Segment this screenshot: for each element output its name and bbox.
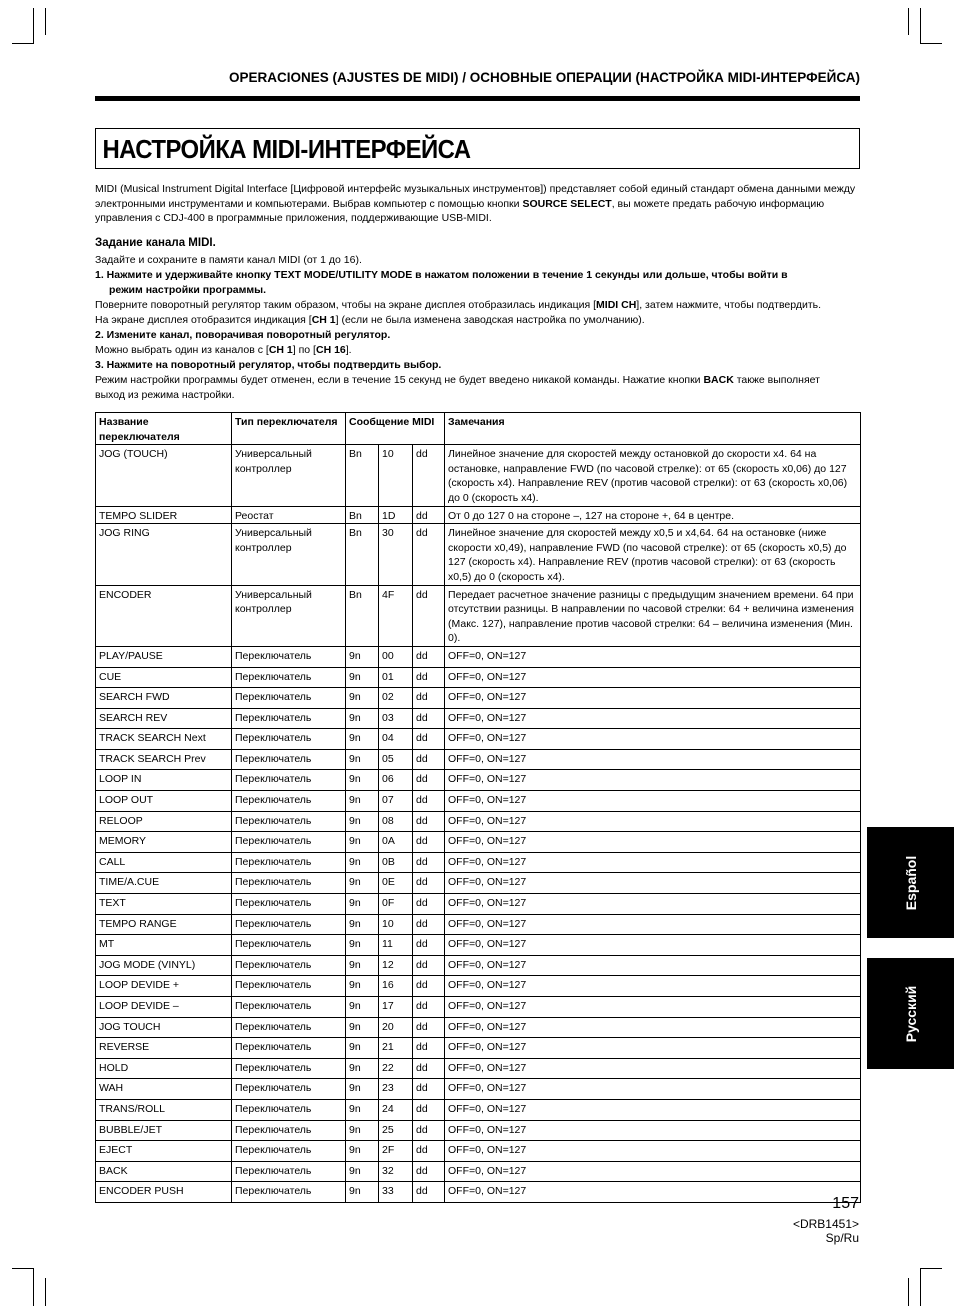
table-cell-name: TEXT bbox=[96, 894, 232, 915]
lang-line: Sp/Ru bbox=[825, 1231, 859, 1245]
table-cell-note: Линейное значение для скоростей между остановкой до скорости x4. 64 на остановке, направление FWD (по часовой стрелке): от 65 (скорость x0,06) до 127 (скорость x4). Направление REV (против часовой стрелки): от 63 (скорость x0,06) до 0 (скорость x4). bbox=[445, 445, 861, 506]
table-cell-m2: 17 bbox=[379, 997, 413, 1018]
table-row bbox=[96, 708, 861, 729]
table-cell-name: RELOOP bbox=[96, 811, 232, 832]
table-cell-name: CUE bbox=[96, 667, 232, 688]
crop-mark bbox=[920, 43, 942, 44]
table-cell-m3: dd bbox=[413, 729, 445, 750]
crop-mark bbox=[908, 8, 909, 35]
table-cell-m1: 9n bbox=[346, 1120, 379, 1141]
intro-text: MIDI (Musical Instrument Digital Interface [Цифровой интерфейс музыкальных инструментов]) представляет собой единый стандарт обмена данными между электронными инструментами и компьютерами. Выбрав компьютер с помощью кнопки bbox=[95, 183, 856, 210]
table-cell-name: TRACK SEARCH Next bbox=[96, 729, 232, 750]
table-cell-m3: dd bbox=[413, 1038, 445, 1059]
table-cell-name: LOOP DEVIDE – bbox=[96, 997, 232, 1018]
table-cell-note: OFF=0, ON=127 bbox=[445, 1141, 861, 1162]
table-row bbox=[96, 1058, 861, 1079]
table-cell-type: Переключатель bbox=[232, 729, 346, 750]
tab-label: Español bbox=[902, 855, 919, 910]
table-cell-m2: 08 bbox=[379, 811, 413, 832]
table-cell-note: OFF=0, ON=127 bbox=[445, 1058, 861, 1079]
table-cell-m1: 9n bbox=[346, 1058, 379, 1079]
table-cell-m1: 9n bbox=[346, 688, 379, 709]
table-cell-name: SEARCH REV bbox=[96, 708, 232, 729]
table-cell-type: Универсальный контроллер bbox=[232, 445, 346, 506]
table-cell-m1: Bn bbox=[346, 506, 379, 524]
table-cell-m2: 11 bbox=[379, 935, 413, 956]
table-cell-m1: 9n bbox=[346, 811, 379, 832]
table-cell-m1: 9n bbox=[346, 894, 379, 915]
table-cell-name: JOG MODE (VINYL) bbox=[96, 955, 232, 976]
table-cell-m1: 9n bbox=[346, 749, 379, 770]
table-cell-name: LOOP DEVIDE + bbox=[96, 976, 232, 997]
table-cell-type: Переключатель bbox=[232, 770, 346, 791]
step-2-detail bbox=[95, 343, 860, 358]
crop-mark bbox=[45, 1278, 46, 1306]
table-cell-m3: dd bbox=[413, 935, 445, 956]
crop-mark bbox=[12, 1268, 34, 1269]
table-cell-type: Переключатель bbox=[232, 955, 346, 976]
table-row bbox=[96, 1141, 861, 1162]
table-cell-type: Переключатель bbox=[232, 1182, 346, 1203]
table-cell-m3: dd bbox=[413, 1058, 445, 1079]
table-cell-m3: dd bbox=[413, 1161, 445, 1182]
table-cell-m3: dd bbox=[413, 976, 445, 997]
table-cell-note: OFF=0, ON=127 bbox=[445, 873, 861, 894]
table-row bbox=[96, 914, 861, 935]
tab-label: Русский bbox=[902, 985, 919, 1042]
detail-bold: CH 16 bbox=[315, 344, 346, 356]
crop-mark bbox=[33, 8, 34, 43]
table-cell-type: Переключатель bbox=[232, 1038, 346, 1059]
table-cell-m3: dd bbox=[413, 688, 445, 709]
table-cell-m2: 02 bbox=[379, 688, 413, 709]
table-cell-m3: dd bbox=[413, 524, 445, 585]
table-row bbox=[96, 873, 861, 894]
table-cell-m2: 12 bbox=[379, 955, 413, 976]
table-cell-m1: 9n bbox=[346, 873, 379, 894]
table-cell-m2: 06 bbox=[379, 770, 413, 791]
table-cell-m1: 9n bbox=[346, 1161, 379, 1182]
table-cell-m3: dd bbox=[413, 914, 445, 935]
table-cell-m1: 9n bbox=[346, 708, 379, 729]
table-cell-m2: 21 bbox=[379, 1038, 413, 1059]
page-number: 157 bbox=[832, 1195, 859, 1212]
table-cell-type: Переключатель bbox=[232, 708, 346, 729]
tab-espanol bbox=[867, 827, 954, 938]
code-line: <DRB1451> bbox=[792, 1217, 859, 1231]
table-cell-m3: dd bbox=[413, 1099, 445, 1120]
table-row bbox=[96, 852, 861, 873]
table-cell-name: EJECT bbox=[96, 1141, 232, 1162]
table-row bbox=[96, 811, 861, 832]
table-cell-note: OFF=0, ON=127 bbox=[445, 1161, 861, 1182]
step-3-detail bbox=[95, 373, 860, 388]
table-cell-m3: dd bbox=[413, 1120, 445, 1141]
table-cell-note: OFF=0, ON=127 bbox=[445, 1099, 861, 1120]
table-cell-note: Линейное значение для скоростей между x0,5 и x4,64. 64 на остановке (ниже скорости x0,49), направление FWD (по часовой стрелке): от 65 (скорость x0,5) до 127 (скорость x4). Направление REV (против часовой стрелки): от 63 (скорость x0,5) до 0 (скорость x4). bbox=[445, 524, 861, 585]
table-cell-m1: 9n bbox=[346, 935, 379, 956]
table-cell-note: OFF=0, ON=127 bbox=[445, 1182, 861, 1203]
table-cell-note: OFF=0, ON=127 bbox=[445, 832, 861, 853]
table-cell-m2: 10 bbox=[379, 445, 413, 506]
crop-mark bbox=[920, 1268, 942, 1269]
table-cell-name: JOG RING bbox=[96, 524, 232, 585]
midi-table bbox=[95, 412, 861, 1203]
table-row bbox=[96, 791, 861, 812]
table-cell-name: HOLD bbox=[96, 1058, 232, 1079]
table-cell-m2: 23 bbox=[379, 1079, 413, 1100]
table-cell-m2: 16 bbox=[379, 976, 413, 997]
table-cell-name: TIME/A.CUE bbox=[96, 873, 232, 894]
table-cell-name: LOOP OUT bbox=[96, 791, 232, 812]
detail-text: Поверните поворотный регулятор таким образом, чтобы на экране дисплея отобразилась индикация [ bbox=[95, 299, 597, 311]
table-cell-note: OFF=0, ON=127 bbox=[445, 935, 861, 956]
table-cell-m2: 0F bbox=[379, 894, 413, 915]
column-header: Тип переключателя bbox=[232, 413, 346, 445]
detail-text: ]. bbox=[345, 344, 352, 356]
table-cell-m3: dd bbox=[413, 770, 445, 791]
table-cell-name: SEARCH FWD bbox=[96, 688, 232, 709]
crop-mark bbox=[12, 43, 34, 44]
detail-text: На экране дисплея отобразится индикация [ bbox=[95, 314, 312, 326]
table-cell-m1: 9n bbox=[346, 976, 379, 997]
detail-text: ] (если не была изменена заводская настройка по умолчанию). bbox=[335, 314, 645, 326]
table-cell-m1: 9n bbox=[346, 852, 379, 873]
detail-bold: CH 1 bbox=[311, 314, 336, 326]
table-cell-note: OFF=0, ON=127 bbox=[445, 914, 861, 935]
table-cell-m1: 9n bbox=[346, 832, 379, 853]
step-1-cont: режим настройки программы. bbox=[109, 284, 266, 296]
section-title: Задание канала MIDI. bbox=[95, 237, 216, 249]
table-cell-type: Переключатель bbox=[232, 997, 346, 1018]
table-cell-name: TEMPO RANGE bbox=[96, 914, 232, 935]
table-cell-name: JOG TOUCH bbox=[96, 1017, 232, 1038]
running-header: OPERACIONES (AJUSTES DE MIDI) / ОСНОВНЫЕ ОПЕРАЦИИ (НАСТРОЙКА MIDI-ИНТЕРФЕЙСА) bbox=[228, 70, 860, 85]
table-cell-m3: dd bbox=[413, 749, 445, 770]
table-cell-type: Переключатель bbox=[232, 749, 346, 770]
table-cell-name: PLAY/PAUSE bbox=[96, 646, 232, 667]
table-header-row bbox=[96, 413, 861, 445]
table-row bbox=[96, 770, 861, 791]
table-cell-m2: 30 bbox=[379, 524, 413, 585]
table-cell-type: Переключатель bbox=[232, 1099, 346, 1120]
table-cell-m2: 20 bbox=[379, 1017, 413, 1038]
table-cell-type: Переключатель bbox=[232, 646, 346, 667]
table-cell-m3: dd bbox=[413, 997, 445, 1018]
detail-text: Режим настройки программы будет отменен, если в течение 15 секунд не будет введено никакой команды. Нажатие кнопки bbox=[95, 374, 704, 386]
table-cell-note: OFF=0, ON=127 bbox=[445, 729, 861, 750]
table-cell-m1: 9n bbox=[346, 997, 379, 1018]
intro-paragraph bbox=[95, 182, 860, 226]
header-rule bbox=[95, 96, 860, 101]
table-cell-m3: dd bbox=[413, 667, 445, 688]
table-cell-type: Реостат bbox=[232, 506, 346, 524]
table-row bbox=[96, 646, 861, 667]
detail-text: Можно выбрать один из каналов с [ bbox=[95, 344, 269, 356]
detail-bold: MIDI CH bbox=[596, 299, 637, 311]
table-cell-name: ENCODER bbox=[96, 585, 232, 646]
table-row bbox=[96, 832, 861, 853]
table-row bbox=[96, 445, 861, 506]
column-header: Название переключателя bbox=[96, 413, 232, 445]
table-cell-m1: 9n bbox=[346, 729, 379, 750]
table-cell-type: Переключатель bbox=[232, 1017, 346, 1038]
table-cell-name: BACK bbox=[96, 1161, 232, 1182]
crop-mark bbox=[45, 8, 46, 35]
table-cell-m3: dd bbox=[413, 646, 445, 667]
step-1: 1. Нажмите и удерживайте кнопку TEXT MODE/UTILITY MODE в нажатом положении в течение 1 секунды или дольше, чтобы войти в bbox=[95, 269, 788, 281]
table-row bbox=[96, 1182, 861, 1203]
step-3-detail: выход из режима настройки. bbox=[95, 389, 235, 401]
table-cell-type: Переключатель bbox=[232, 811, 346, 832]
table-cell-note: OFF=0, ON=127 bbox=[445, 811, 861, 832]
table-cell-m1: Bn bbox=[346, 524, 379, 585]
table-cell-type: Переключатель bbox=[232, 935, 346, 956]
crop-mark bbox=[920, 8, 921, 43]
table-row bbox=[96, 1079, 861, 1100]
table-cell-type: Переключатель bbox=[232, 688, 346, 709]
table-cell-m3: dd bbox=[413, 708, 445, 729]
table-row bbox=[96, 729, 861, 750]
detail-text: ] по [ bbox=[292, 344, 316, 356]
table-cell-type: Переключатель bbox=[232, 832, 346, 853]
table-cell-name: BUBBLE/JET bbox=[96, 1120, 232, 1141]
step-1-detail bbox=[95, 298, 860, 313]
table-cell-m3: dd bbox=[413, 894, 445, 915]
table-cell-m3: dd bbox=[413, 585, 445, 646]
table-cell-type: Переключатель bbox=[232, 852, 346, 873]
table-cell-note: OFF=0, ON=127 bbox=[445, 646, 861, 667]
table-row bbox=[96, 749, 861, 770]
table-row bbox=[96, 688, 861, 709]
lead-text: Задайте и сохраните в памяти канал MIDI (от 1 до 16). bbox=[95, 254, 362, 266]
table-cell-m1: 9n bbox=[346, 1079, 379, 1100]
table-row bbox=[96, 976, 861, 997]
table-cell-m3: dd bbox=[413, 1017, 445, 1038]
detail-text: также выполняет bbox=[733, 374, 820, 386]
table-cell-m1: 9n bbox=[346, 667, 379, 688]
table-cell-note: OFF=0, ON=127 bbox=[445, 688, 861, 709]
table-cell-name: ENCODER PUSH bbox=[96, 1182, 232, 1203]
table-cell-m3: dd bbox=[413, 873, 445, 894]
intro-text: , вы можете предать рабочую информацию управления с CDJ-400 в программные приложения, поддерживающие USB-MIDI. bbox=[95, 197, 825, 224]
table-cell-m2: 24 bbox=[379, 1099, 413, 1120]
table-cell-note: OFF=0, ON=127 bbox=[445, 894, 861, 915]
table-cell-m2: 07 bbox=[379, 791, 413, 812]
table-cell-name: MT bbox=[96, 935, 232, 956]
table-cell-m1: 9n bbox=[346, 1182, 379, 1203]
table-cell-type: Переключатель bbox=[232, 1120, 346, 1141]
table-cell-m3: dd bbox=[413, 1079, 445, 1100]
page-title: НАСТРОЙКА MIDI-ИНТЕРФЕЙСА bbox=[102, 134, 471, 164]
intro-bold: SOURCE SELECT bbox=[522, 197, 612, 210]
table-cell-m1: Bn bbox=[346, 445, 379, 506]
detail-bold: BACK bbox=[703, 374, 734, 386]
table-cell-m1: 9n bbox=[346, 955, 379, 976]
table-row bbox=[96, 1120, 861, 1141]
table-cell-note: OFF=0, ON=127 bbox=[445, 749, 861, 770]
table-cell-m1: 9n bbox=[346, 791, 379, 812]
table-cell-name: TRACK SEARCH Prev bbox=[96, 749, 232, 770]
table-cell-m2: 10 bbox=[379, 914, 413, 935]
table-cell-m3: dd bbox=[413, 1141, 445, 1162]
table-row bbox=[96, 955, 861, 976]
table-cell-type: Переключатель bbox=[232, 894, 346, 915]
table-row bbox=[96, 1038, 861, 1059]
table-cell-m3: dd bbox=[413, 791, 445, 812]
detail-bold: CH 1 bbox=[268, 344, 293, 356]
table-row bbox=[96, 997, 861, 1018]
table-cell-m1: 9n bbox=[346, 770, 379, 791]
table-cell-type: Универсальный контроллер bbox=[232, 524, 346, 585]
table-cell-type: Переключатель bbox=[232, 914, 346, 935]
table-row bbox=[96, 585, 861, 646]
table-cell-m1: 9n bbox=[346, 1038, 379, 1059]
table-cell-m2: 01 bbox=[379, 667, 413, 688]
table-cell-m2: 25 bbox=[379, 1120, 413, 1141]
table-cell-m3: dd bbox=[413, 445, 445, 506]
table-cell-m2: 04 bbox=[379, 729, 413, 750]
table-cell-m2: 0E bbox=[379, 873, 413, 894]
column-header: Замечания bbox=[445, 413, 861, 445]
table-cell-name: CALL bbox=[96, 852, 232, 873]
table-cell-note: OFF=0, ON=127 bbox=[445, 852, 861, 873]
table-cell-name: TRANS/ROLL bbox=[96, 1099, 232, 1120]
tab-russian bbox=[867, 958, 954, 1069]
table-cell-name: TEMPO SLIDER bbox=[96, 506, 232, 524]
table-cell-m2: 2F bbox=[379, 1141, 413, 1162]
table-cell-m1: 9n bbox=[346, 1141, 379, 1162]
table-cell-name: MEMORY bbox=[96, 832, 232, 853]
crop-mark bbox=[33, 1268, 34, 1306]
crop-mark bbox=[908, 1278, 909, 1306]
table-row bbox=[96, 935, 861, 956]
table-cell-type: Переключатель bbox=[232, 1141, 346, 1162]
table-cell-m2: 0A bbox=[379, 832, 413, 853]
table-cell-type: Переключатель bbox=[232, 1058, 346, 1079]
table-row bbox=[96, 1017, 861, 1038]
table-cell-type: Переключатель bbox=[232, 873, 346, 894]
table-cell-m3: dd bbox=[413, 832, 445, 853]
table-cell-m2: 00 bbox=[379, 646, 413, 667]
table-cell-type: Переключатель bbox=[232, 1079, 346, 1100]
title-box bbox=[95, 128, 860, 169]
instructions bbox=[95, 253, 860, 403]
table-cell-note: OFF=0, ON=127 bbox=[445, 955, 861, 976]
detail-text: ], затем нажмите, чтобы подтвердить. bbox=[636, 299, 822, 311]
table-cell-m2: 32 bbox=[379, 1161, 413, 1182]
table-cell-note: OFF=0, ON=127 bbox=[445, 997, 861, 1018]
table-body bbox=[96, 445, 861, 1203]
table-row bbox=[96, 667, 861, 688]
table-cell-m1: 9n bbox=[346, 1099, 379, 1120]
table-cell-m3: dd bbox=[413, 955, 445, 976]
table-row bbox=[96, 506, 861, 524]
table-cell-m3: dd bbox=[413, 1182, 445, 1203]
table-cell-note: OFF=0, ON=127 bbox=[445, 1079, 861, 1100]
table-cell-note: OFF=0, ON=127 bbox=[445, 667, 861, 688]
step-2: 2. Измените канал, поворачивая поворотный регулятор. bbox=[95, 329, 391, 341]
table-cell-m2: 03 bbox=[379, 708, 413, 729]
table-cell-m1: Bn bbox=[346, 585, 379, 646]
table-cell-type: Универсальный контроллер bbox=[232, 585, 346, 646]
table-cell-note: OFF=0, ON=127 bbox=[445, 770, 861, 791]
table-cell-type: Переключатель bbox=[232, 1161, 346, 1182]
table-row bbox=[96, 1161, 861, 1182]
table-cell-note: OFF=0, ON=127 bbox=[445, 1038, 861, 1059]
step-1-detail bbox=[95, 313, 860, 328]
table-cell-note: OFF=0, ON=127 bbox=[445, 791, 861, 812]
table-cell-m2: 05 bbox=[379, 749, 413, 770]
table-cell-m3: dd bbox=[413, 811, 445, 832]
table-cell-name: LOOP IN bbox=[96, 770, 232, 791]
column-header: Сообщение MIDI bbox=[346, 413, 445, 445]
table-cell-m3: dd bbox=[413, 852, 445, 873]
table-row bbox=[96, 524, 861, 585]
table-cell-m3: dd bbox=[413, 506, 445, 524]
table-cell-note: OFF=0, ON=127 bbox=[445, 1017, 861, 1038]
table-cell-note: Передает расчетное значение разницы с предыдущим значением времени. 64 при отсутствии разницы. В направлении по часовой стрелки: 64 + величина изменения (Макс. 127), направление против часовой стрелки: 64 – величина изменения (Мин. 0). bbox=[445, 585, 861, 646]
table-cell-note: OFF=0, ON=127 bbox=[445, 976, 861, 997]
table-cell-m2: 33 bbox=[379, 1182, 413, 1203]
table-cell-name: REVERSE bbox=[96, 1038, 232, 1059]
table-cell-name: JOG (TOUCH) bbox=[96, 445, 232, 506]
document-code bbox=[793, 1217, 859, 1245]
table-cell-m2: 22 bbox=[379, 1058, 413, 1079]
step-3: 3. Нажмите на поворотный регулятор, чтобы подтвердить выбор. bbox=[95, 359, 442, 371]
table-cell-m2: 1D bbox=[379, 506, 413, 524]
table-cell-m1: 9n bbox=[346, 1017, 379, 1038]
table-cell-type: Переключатель bbox=[232, 667, 346, 688]
table-cell-type: Переключатель bbox=[232, 791, 346, 812]
table-row bbox=[96, 894, 861, 915]
table-row bbox=[96, 1099, 861, 1120]
table-cell-type: Переключатель bbox=[232, 976, 346, 997]
table-cell-note: OFF=0, ON=127 bbox=[445, 708, 861, 729]
table-cell-m1: 9n bbox=[346, 646, 379, 667]
table-cell-note: От 0 до 127 0 на стороне –, 127 на стороне +, 64 в центре. bbox=[445, 506, 861, 524]
table-cell-m1: 9n bbox=[346, 914, 379, 935]
table-cell-note: OFF=0, ON=127 bbox=[445, 1120, 861, 1141]
table-cell-m2: 4F bbox=[379, 585, 413, 646]
table-cell-m2: 0B bbox=[379, 852, 413, 873]
table-cell-name: WAH bbox=[96, 1079, 232, 1100]
crop-mark bbox=[920, 1268, 921, 1306]
